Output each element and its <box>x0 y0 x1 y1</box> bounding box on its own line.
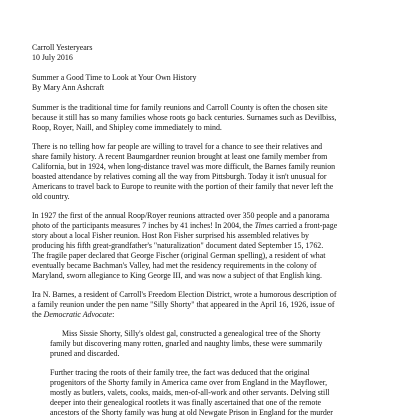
text-segment: : <box>112 310 115 319</box>
paragraph-line <box>32 221 370 231</box>
quote-line: deeper into their genealogical rootlets it was finally ascertained that one of the remote <box>50 398 322 407</box>
paragraph-line: The fragile paper declared that George Fischer (original German spelling), a resident of what <box>32 251 326 260</box>
paragraph-line: producing his fifth great-grandfather's "naturalization" document dated September 15, 1762. <box>32 241 324 250</box>
paragraph-line <box>32 310 370 320</box>
text-segment: photo of the participants measures 7 inches by 41 inches! In 2004, the <box>32 221 255 230</box>
text-segment: the <box>32 310 44 319</box>
paragraph-1 <box>32 103 370 133</box>
paragraph-line: In 1927 the first of the annual Roop/Royer reunions attracted over 350 people and a panorama <box>32 211 330 220</box>
paragraph-4 <box>32 290 370 320</box>
quote-line: progenitors of the Shorty family in America came over from England in the Mayflower, <box>50 378 328 387</box>
column-name: Carroll Yesteryears <box>32 43 93 52</box>
paragraph-3 <box>32 211 370 281</box>
paragraph-line: Americans to travel back to Europe to reunite with the portion of their family that never left the <box>32 182 334 191</box>
block-quote-1 <box>50 329 370 359</box>
paragraph-line: old country. <box>32 192 70 201</box>
paragraph-line: Ira N. Barnes, a resident of Carroll's Freedom Election District, wrote a humorous description of <box>32 290 337 299</box>
paragraph-line: Summer is the traditional time for family reunions and Carroll County is often the chosen site <box>32 103 328 112</box>
paragraph-line: There is no telling how far people are willing to travel for a chance to see their relatives and <box>32 142 323 151</box>
paragraph-line: Roop, Royer, Naill, and Shipley come immediately to mind. <box>32 123 222 132</box>
article-title: Summer a Good Time to Look at Your Own History <box>32 73 197 82</box>
newspaper-name: Times <box>254 221 274 230</box>
paragraph-line: Maryland, sworn allegiance to King George III, and was now a subject of that English king. <box>32 271 322 280</box>
quote-line: ancestors of the Shorty family was hung at old Newgate Prison in England for the murder <box>50 408 333 417</box>
quote-line: mostly as butlers, valets, cooks, maids, men-of-all-work and other servants. Delving still <box>50 388 330 397</box>
paragraph-line: California, but in 1924, when long-distance travel was more difficult, the Barnes family reunion <box>32 162 336 171</box>
paragraph-line: eventually became Bachman's Valley, had met the residency requirements in the colony of <box>32 261 317 270</box>
paragraph-line: boasted attendance by relatives coming all the way from Pittsburgh. Today it isn't unusual for <box>32 172 327 181</box>
quote-line: pruned and discarded. <box>50 349 120 358</box>
publication-date: 10 July 2016 <box>32 53 73 62</box>
quote-line: Further tracing the roots of their family tree, the fact was deduced that the original <box>50 368 310 377</box>
text-segment: carried a front-page <box>273 221 338 230</box>
newspaper-name: Democratic Advocate <box>43 310 113 319</box>
byline: By Mary Ann Ashcraft <box>32 83 105 92</box>
paragraph-line: story about a local Fisher reunion. Host Ron Fisher surprised his assembled relatives by <box>32 231 310 240</box>
paragraph-line: share family history. A recent Baumgardner reunion brought at least one family member from <box>32 152 328 161</box>
quote-line: Miss Sissie Shorty, Silly's oldest gal, constructed a genealogical tree of the Shorty <box>62 329 321 338</box>
paragraph-line: because it still has so many families whose roots go back centuries. Surnames such as Devilbiss, <box>32 113 337 122</box>
quote-line: family but discovering many rotten, gnarled and naughty limbs, these were summarily <box>50 339 323 348</box>
paragraph-line: a family reunion under the pen name "Silly Shorty" that appeared in the April 16, 1926, issue of <box>32 300 335 309</box>
paragraph-2 <box>32 142 370 202</box>
block-quote-2 <box>50 368 370 418</box>
